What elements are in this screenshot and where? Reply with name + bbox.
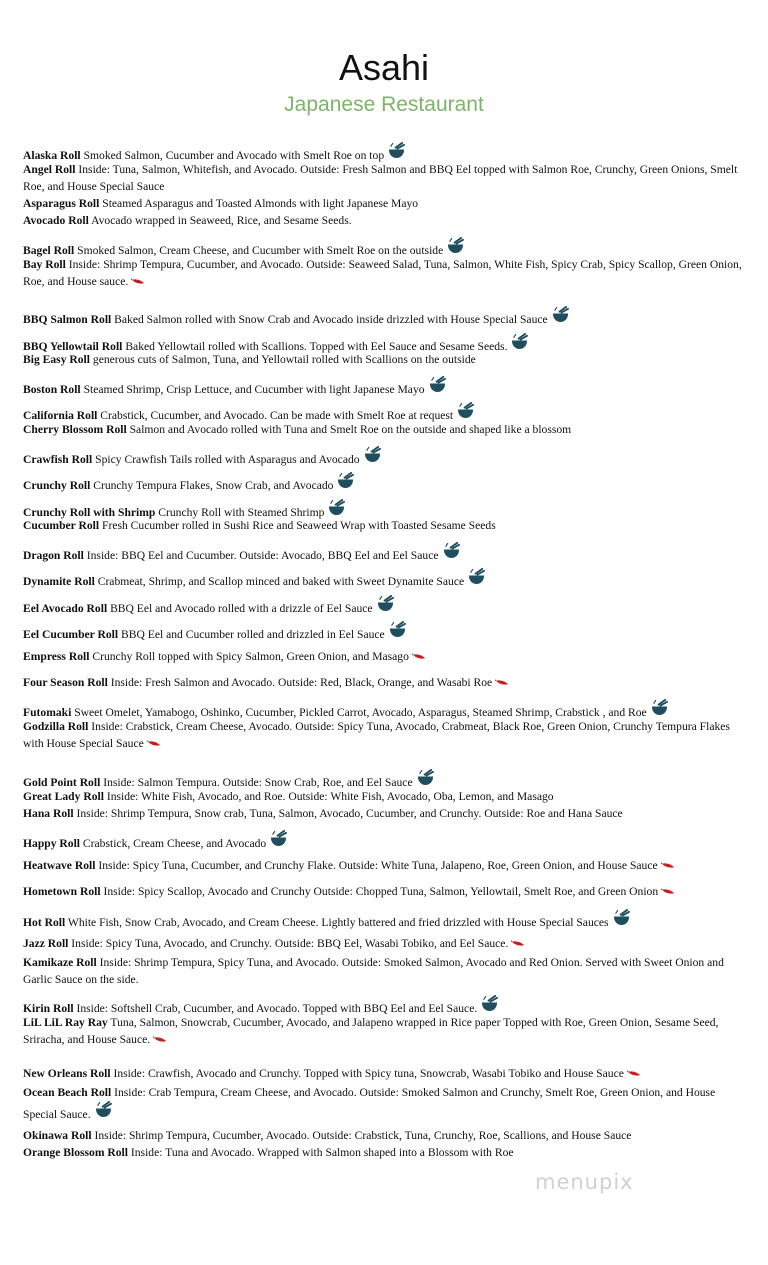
menu-item-description: Inside: White Fish, Avocado, and Roe. Outside: White Fish, Avocado, Oba, Lemon, and Masago (103, 790, 554, 803)
menu-item-name: Crunchy Roll with Shrimp (23, 506, 156, 519)
menu-item-description: Inside: Salmon Tempura. Outside: Snow Crab, Roe, and Eel Sauce (100, 776, 413, 789)
menu-item-name: Heatwave Roll (23, 859, 96, 872)
menu-item-name: New Orleans Roll (23, 1067, 111, 1080)
cooked-icon (650, 699, 669, 716)
cooked-icon (456, 402, 475, 419)
menu-item-name: Hot Roll (23, 916, 66, 929)
menu-item-description: Fresh Cucumber rolled in Sushi Rice and Seaweed Wrap with Toasted Sesame Seeds (99, 519, 496, 532)
spicy-icon (153, 1036, 167, 1043)
menu-item-name: Futomaki (23, 706, 72, 719)
menu-item (23, 472, 748, 494)
menu-item (23, 568, 748, 590)
menu-item-description: Crunchy Tempura Flakes, Snow Crab, and Avocado (90, 479, 334, 492)
menu-item (23, 212, 748, 229)
menu-item-description: Inside: Tuna and Avocado. Wrapped with Salmon shaped into a Blossom with Roe (128, 1146, 514, 1159)
menu-item-name: Gold Point Roll (23, 776, 101, 789)
menu-item-name: Jazz Roll (23, 937, 69, 950)
menu-item (23, 805, 748, 822)
menu-item-name: Cherry Blossom Roll (23, 423, 127, 436)
menu-item-description: BBQ Eel and Avocado rolled with a drizzle of Eel Sauce (107, 602, 373, 615)
cooked-icon (336, 472, 355, 489)
menu-item-name: Avocado Roll (23, 214, 89, 227)
menu-item (23, 195, 748, 212)
menu-item-name: Kirin Roll (23, 1002, 74, 1015)
menu-item-name: Great Lady Roll (23, 790, 104, 803)
menu-item-description: Inside: Tuna, Salmon, Whitefish, and Avocado. Outside: Fresh Salmon and BBQ Eel topped with Salmon Roe, Crunchy, Green Onions, Smelt Roe, and House Special Sauce (23, 163, 738, 193)
menu-item-name: Boston Roll (23, 383, 81, 396)
menu-item-description: Inside: Fresh Salmon and Avocado. Outside: Red, Black, Orange, and Wasabi Roe (107, 676, 493, 689)
menu-item-description: Crabmeat, Shrimp, and Scallop minced and baked with Sweet Dynamite Sauce (94, 575, 465, 588)
cooked-icon (510, 333, 529, 350)
menu-item-name: Crunchy Roll (23, 479, 91, 492)
menu-item (23, 935, 748, 952)
menu-item (23, 883, 748, 900)
menu-item-description: Baked Yellowtail rolled with Scallions. Topped with Eel Sauce and Sesame Seeds. (122, 340, 508, 353)
menu-item-description: Inside: Softshell Crab, Cucumber, and Avocado. Topped with BBQ Eel and Eel Sauce. (73, 1002, 478, 1015)
menu-item-description: generous cuts of Salmon, Tuna, and Yellowtail rolled with Scallions on the outside (90, 353, 476, 366)
cooked-icon (363, 446, 382, 463)
menu-item-name: Eel Cucumber Roll (23, 628, 119, 641)
menu-item-description: Inside: Crabstick, Cream Cheese, Avocado. Outside: Spicy Tuna, Avocado, Crabmeat, Black Roe, Green Onion, Crunchy Tempura Flakes with House Special Sauce (23, 720, 730, 750)
spicy-icon (131, 278, 145, 285)
menu-item-name: Hana Roll (23, 807, 74, 820)
menu-item (23, 909, 748, 931)
menu-item (23, 351, 748, 368)
cooked-icon (612, 909, 631, 926)
menu-item (23, 718, 748, 752)
spicy-icon (412, 653, 426, 660)
menu-item-name: LiL LiL Ray Ray (23, 1016, 108, 1029)
menu-item-description: Inside: Shrimp Tempura, Cucumber, and Avocado. Outside: Seaweed Salad, Tuna, Salmon, White Fish, Spicy Crab, Spicy Scallop, Green Onion, Roe, and House sauce. (23, 258, 742, 288)
menu-item-description: Steamed Asparagus and Toasted Almonds with light Japanese Mayo (99, 197, 419, 210)
menu-item (23, 517, 748, 534)
menu-item-description: Sweet Omelet, Yamabogo, Oshinko, Cucumber, Pickled Carrot, Avocado, Asparagus, Steamed Shrimp, Crabstick , and Roe (71, 706, 647, 719)
spicy-icon (495, 679, 509, 686)
spicy-icon (661, 862, 675, 869)
menu-item-name: Orange Blossom Roll (23, 1146, 128, 1159)
spicy-icon (661, 888, 675, 895)
menu-item-description: Inside: Crab Tempura, Cream Cheese, and Avocado. Outside: Smoked Salmon and Crunchy, Smelt Roe, Green Onion, and House Special Sauce. (23, 1086, 716, 1121)
menu-item-description: Inside: Spicy Scallop, Avocado and Crunchy Outside: Chopped Tuna, Salmon, Yellowtail, Smelt Roe, and Green Onion (100, 885, 659, 898)
menu-item-name: Dragon Roll (23, 549, 84, 562)
menu-item-description: Inside: Spicy Tuna, Avocado, and Crunchy. Outside: BBQ Eel, Wasabi Tobiko, and Eel Sauce. (68, 937, 509, 950)
menu-item-description: Tuna, Salmon, Snowcrab, Cucumber, Avocado, and Jalapeno wrapped in Rice paper Topped with Roe, Green Onion, Sesame Seed, Sriracha, and House Sauce. (23, 1016, 719, 1046)
menu-item (23, 1084, 748, 1123)
menu-item-name: Kamikaze Roll (23, 956, 97, 969)
cooked-icon (387, 142, 406, 159)
spicy-icon (511, 940, 525, 947)
menu-item-name: Hometown Roll (23, 885, 101, 898)
cooked-icon (416, 769, 435, 786)
cooked-icon (442, 542, 461, 559)
menu-item-name: Angel Roll (23, 163, 76, 176)
menu-item-name: Big Easy Roll (23, 353, 90, 366)
menu-item-name: Dynamite Roll (23, 575, 95, 588)
menu-item-description: Inside: Shrimp Tempura, Spicy Tuna, and Avocado. Outside: Smoked Salmon, Avocado and Red Onion. Served with Sweet Onion and Garlic Sauce on the side. (23, 956, 724, 986)
menu-item-description: Inside: BBQ Eel and Cucumber. Outside: Avocado, BBQ Eel and Eel Sauce (83, 549, 439, 562)
menu-item-description: Smoked Salmon, Cucumber and Avocado with Smelt Roe on top (80, 149, 385, 162)
menu-item-description: Spicy Crawfish Tails rolled with Asparagus and Avocado (92, 453, 360, 466)
spicy-icon (627, 1070, 641, 1077)
menu-item-description: Baked Salmon rolled with Snow Crab and Avocado inside drizzled with House Special Sauce (111, 313, 548, 326)
menu-item-name: Ocean Beach Roll (23, 1086, 112, 1099)
menu-item (23, 161, 748, 195)
menu-item-description: Inside: Spicy Tuna, Cucumber, and Crunchy Flake. Outside: White Tuna, Jalapeno, Roe, Green Onion, and House Sauce (95, 859, 658, 872)
menu-item (23, 1014, 748, 1048)
menu-item (23, 595, 748, 617)
menu-item-name: Crawfish Roll (23, 453, 93, 466)
menu-item (23, 954, 748, 988)
menu-item-name: Happy Roll (23, 837, 81, 850)
menu-item (23, 421, 748, 438)
menu-item-description: Crabstick, Cucumber, and Avocado. Can be made with Smelt Roe at request (97, 409, 454, 422)
cooked-icon (327, 499, 346, 516)
menu-item-name: Asparagus Roll (23, 197, 100, 210)
menu-item (23, 788, 748, 805)
menu-item-description: Inside: Shrimp Tempura, Snow crab, Tuna, Salmon, Avocado, Cucumber, and Crunchy. Outside: Roe and Hana Sauce (73, 807, 623, 820)
menu-item (23, 648, 748, 665)
menu-item-name: Bagel Roll (23, 244, 75, 257)
cooked-icon (551, 306, 570, 323)
menu-item-name: Cucumber Roll (23, 519, 100, 532)
restaurant-name: Asahi (338, 47, 430, 88)
restaurant-subtitle: Japanese Restaurant (284, 93, 484, 116)
cooked-icon (480, 995, 499, 1012)
cooked-icon (388, 621, 407, 638)
menu-item-name: Godzilla Roll (23, 720, 89, 733)
menu-item (23, 1065, 748, 1082)
menu-item-name: Okinawa Roll (23, 1129, 92, 1142)
menu-item (23, 306, 748, 328)
menu-item (23, 857, 748, 874)
menu-item-description: Avocado wrapped in Seaweed, Rice, and Sesame Seeds. (88, 214, 352, 227)
menu-item-name: Four Season Roll (23, 676, 108, 689)
menu-item-description: Salmon and Avocado rolled with Tuna and Smelt Roe on the outside and shaped like a blossom (126, 423, 572, 436)
cooked-icon (446, 237, 465, 254)
menu-item (23, 1127, 748, 1144)
menu-item (23, 830, 748, 852)
menu-item-name: BBQ Yellowtail Roll (23, 340, 123, 353)
menu-item (23, 674, 748, 691)
watermark: menupix (535, 1170, 634, 1194)
menu-item-name: BBQ Salmon Roll (23, 313, 112, 326)
menu-item-description: Crabstick, Cream Cheese, and Avocado (80, 837, 267, 850)
cooked-icon (94, 1101, 113, 1118)
menu-item-description: BBQ Eel and Cucumber rolled and drizzled in Eel Sauce (118, 628, 385, 641)
menu-item-description: Inside: Crawfish, Avocado and Crunchy. Topped with Spicy tuna, Snowcrab, Wasabi Tobiko and House Sauce (110, 1067, 624, 1080)
menu-item-description: Crunchy Roll topped with Spicy Salmon, Green Onion, and Masago (89, 650, 409, 663)
menu-item-description: White Fish, Snow Crab, Avocado, and Cream Cheese. Lightly battered and fried drizzled with House Special Sauces (65, 916, 609, 929)
menu-item (23, 256, 748, 290)
menu-item-name: Alaska Roll (23, 149, 81, 162)
menu-item-description: Crunchy Roll with Steamed Shrimp (155, 506, 325, 519)
menu-item (23, 376, 748, 398)
menu-item-description: Inside: Shrimp Tempura, Cucumber, Avocado. Outside: Crabstick, Tuna, Crunchy, Roe, Scallions, and House Sauce (91, 1129, 632, 1142)
cooked-icon (428, 376, 447, 393)
cooked-icon (376, 595, 395, 612)
cooked-icon (269, 830, 288, 847)
menu-item (23, 542, 748, 564)
menu-item-description: Smoked Salmon, Cream Cheese, and Cucumber with Smelt Roe on the outside (74, 244, 444, 257)
menu-item-name: California Roll (23, 409, 98, 422)
menu-item (23, 1144, 748, 1161)
menu-item-description: Steamed Shrimp, Crisp Lettuce, and Cucumber with light Japanese Mayo (80, 383, 425, 396)
cooked-icon (467, 568, 486, 585)
menu-item-name: Eel Avocado Roll (23, 602, 108, 615)
menu-item-name: Bay Roll (23, 258, 66, 271)
spicy-icon (147, 740, 161, 747)
menu-item-name: Empress Roll (23, 650, 90, 663)
menu-item (23, 621, 748, 643)
menu-item (23, 446, 748, 468)
